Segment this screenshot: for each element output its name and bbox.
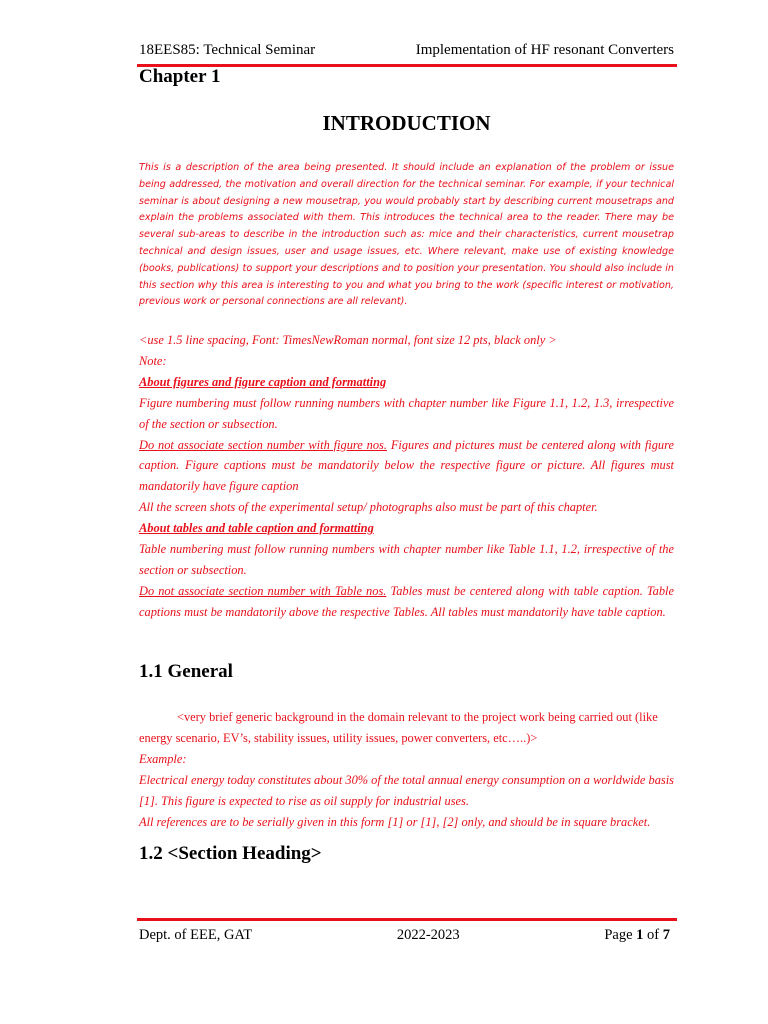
page-header xyxy=(139,42,674,62)
section-heading-general: 1.1 General xyxy=(139,661,233,682)
tables-numbering-note: Table numbering must follow running numbers with chapter number like Table 1.1, 1.2, irrespective of the section or subsection. xyxy=(139,542,674,577)
tables-center-text: Tables must be centered along with table caption. Table captions must be mandatorily above the respective Tables. All tables must mandatorily have table caption. xyxy=(139,583,674,619)
line-spacing-note: <use 1.5 line spacing, Font: TimesNewRoman normal, font size 12 pts, black only > xyxy=(139,333,557,347)
formatting-notes xyxy=(139,330,674,623)
tables-subheading: About tables and table caption and formatting xyxy=(139,521,374,536)
header-topic: Implementation of HF resonant Converters xyxy=(415,42,674,58)
figures-subheading: About figures and figure caption and formatting xyxy=(139,374,387,389)
references-note: All references are to be serially given in this form [1] or [1], [2] only, and should be in square bracket. xyxy=(139,815,651,829)
tables-centering-note xyxy=(139,581,674,623)
page-current: 1 xyxy=(636,927,644,943)
figures-numbering-note: Figure numbering must follow running numbers with chapter number like Figure 1.1, 1.2, 1.3, irrespective of the section or subsection. xyxy=(139,395,674,431)
figures-center-text: Figures and pictures must be centered along with figure caption. Figure captions must be mandatorily below the respective figure or picture. All figures must mandatorily have figure caption xyxy=(139,437,674,494)
footer-department: Dept. of EEE, GAT xyxy=(139,927,253,943)
intro-paragraph: This is a description of the area being presented. It should include an explanation of the problem or issue being addressed, the motivation and overall direction for the technical seminar. For example, if your technical seminar is about designing a new mousetrap, you would probably start by describing current mousetraps and explain the problems associated with them. This introduces the technical area to the reader. There may be several sub-areas to describe in the introduction such as: mice and their characteristics, current mousetrap technical and design issues, user and usage issues, etc. Where relevant, make use of existing knowledge (books, publications) to support your descriptions and to position your presentation. You should also include in this section why this area is interesting to you and what you bring to the work (specific interest or motivation, previous work or personal connections are all relevant). xyxy=(139,162,674,308)
footer-rule xyxy=(137,918,677,921)
footer-page-number xyxy=(604,927,670,944)
tables-no-assoc-text: Do not associate section number with Table nos. xyxy=(139,583,387,598)
figures-centering-note xyxy=(139,435,674,498)
example-text: Electrical energy today constitutes about 30% of the total annual energy consumption on a worldwide basis [1]. This figure is expected to rise as oil supply for industrial uses. xyxy=(139,773,674,808)
general-section-body xyxy=(139,707,674,833)
example-label: Example: xyxy=(139,752,187,766)
page-title: INTRODUCTION xyxy=(322,111,491,135)
section-heading-placeholder: 1.2 <Section Heading> xyxy=(139,843,322,864)
page-total: 7 xyxy=(662,927,670,943)
figures-no-assoc-text: Do not associate section number with figure nos. xyxy=(139,437,387,452)
page-prefix: Page xyxy=(604,927,637,943)
page-footer xyxy=(139,927,670,947)
footer-academic-year: 2022-2023 xyxy=(396,927,460,943)
header-course: 18EES85: Technical Seminar xyxy=(139,42,316,58)
note-label: Note: xyxy=(139,353,167,368)
background-text: <very brief generic background in the domain relevant to the project work being carried out (like energy scenario, EV’s, stability issues, utility issues, power converters, etc…..)> xyxy=(139,710,658,745)
chapter-label: Chapter 1 xyxy=(139,66,221,87)
page-of: of xyxy=(643,927,663,943)
figures-screenshots-note: All the screen shots of the experimental setup/ photographs also must be part of this chapter. xyxy=(139,500,598,515)
